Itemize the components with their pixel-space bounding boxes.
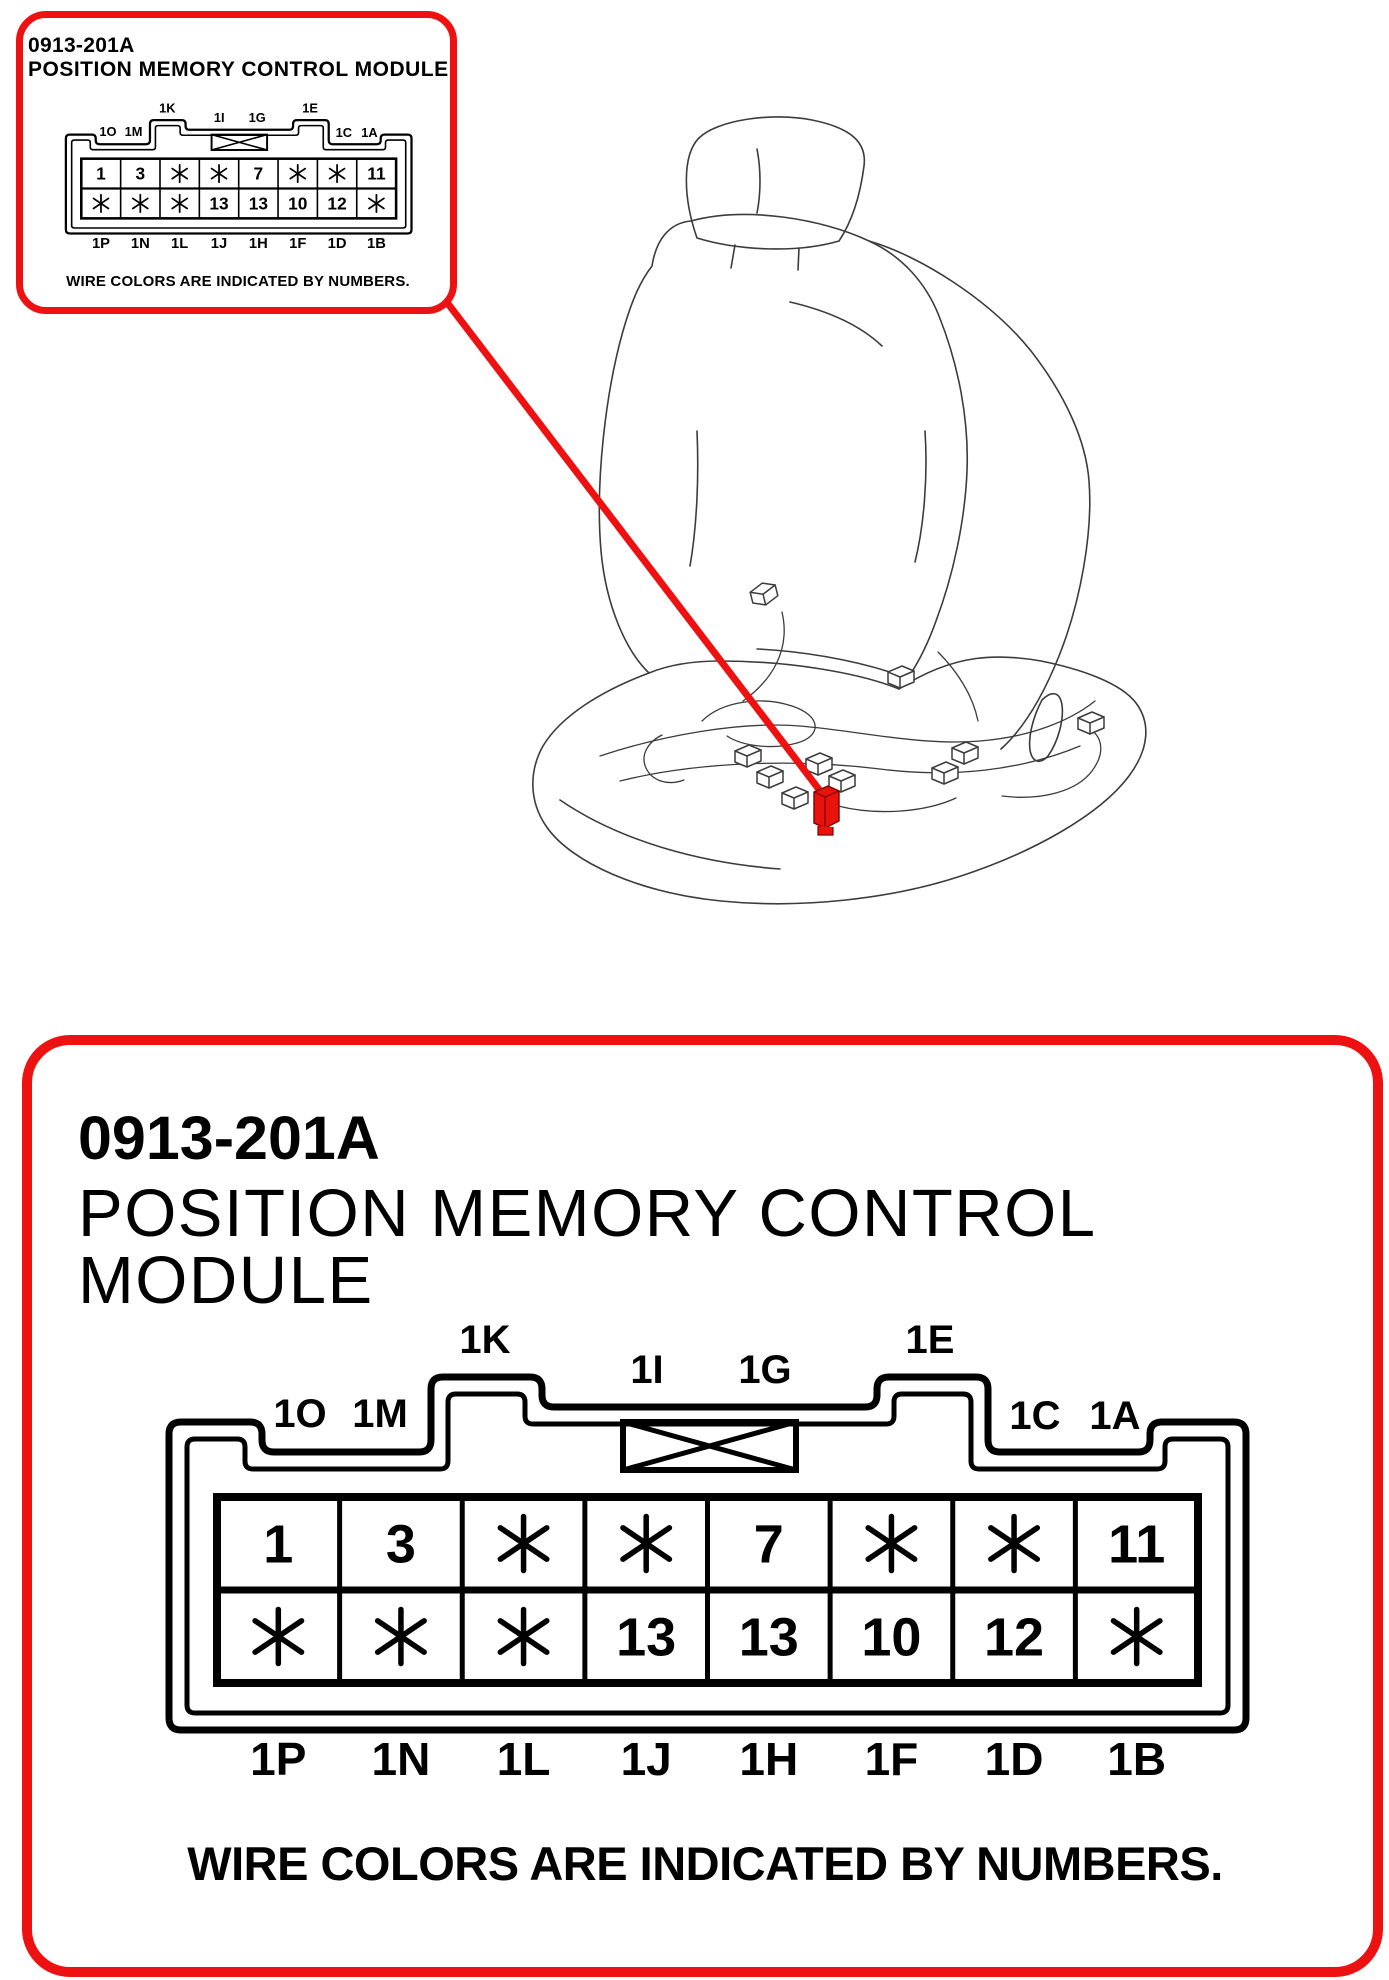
asterisk-pin-marker-icon (133, 195, 148, 212)
asterisk-pin-marker-icon (172, 195, 187, 212)
cavity-label-top: 1A (1089, 1394, 1141, 1438)
asterisk-pin-marker-icon (991, 1517, 1037, 1571)
cavity-label-bottom: 1H (739, 1733, 799, 1785)
asterisk-pin-marker-icon (369, 195, 384, 212)
cavity-label-top: 1G (248, 110, 266, 126)
cavity-label-top: 1I (630, 1348, 664, 1392)
cavity-label-bottom: 1N (371, 1733, 431, 1785)
asterisk-pin-marker-icon (500, 1610, 546, 1664)
cavity-label-bottom: 1D (984, 1733, 1044, 1785)
asterisk-pin-marker-icon (255, 1610, 301, 1664)
cavity-label-bottom: 1H (248, 235, 268, 252)
callout-title: POSITION MEMORY CONTROL MODULE (28, 58, 449, 81)
cavity-label-top: 1O (273, 1392, 327, 1436)
highlighted-connector (814, 786, 839, 835)
pin-cell-value: 13 (738, 1607, 799, 1668)
cavity-label-top: 1E (905, 1318, 955, 1362)
asterisk-pin-marker-icon (378, 1610, 424, 1664)
cavity-label-top: 1A (361, 124, 378, 140)
headrest-outline (686, 117, 864, 249)
pin-cell-value: 12 (327, 193, 347, 214)
asterisk-pin-marker-icon (94, 195, 109, 212)
pin-cell-value: 13 (616, 1607, 677, 1668)
pin-cell-value: 1 (96, 163, 106, 184)
cavity-label-bottom: 1L (171, 235, 189, 252)
cavity-label-bottom: 1P (250, 1733, 307, 1785)
connector-pinout-diagram-large (160, 1315, 1260, 1815)
cavity-label-top: 1C (335, 124, 352, 140)
pin-cell-value: 13 (248, 193, 269, 214)
wire-colors-note-small: WIRE COLORS ARE INDICATED BY NUMBERS. (66, 273, 410, 290)
pin-cell-value: 12 (984, 1607, 1045, 1668)
backrest-outline (599, 215, 967, 689)
cavity-label-top: 1O (99, 124, 117, 140)
pin-cell-value: 1 (263, 1514, 294, 1575)
pin-cell-value: 11 (1108, 1514, 1166, 1575)
asterisk-pin-marker-icon (172, 165, 187, 182)
asterisk-pin-marker-icon (868, 1517, 914, 1571)
panel-title: POSITION MEMORY CONTROL MODULE (78, 1176, 1095, 1318)
callout-part-number: 0913-201A (28, 34, 135, 57)
cavity-label-top: 1I (213, 110, 225, 126)
harness-connectors (735, 580, 1104, 809)
pin-cell-value: 7 (253, 163, 264, 184)
pin-cell-value: 13 (209, 193, 229, 214)
cavity-label-top: 1K (159, 100, 176, 116)
asterisk-pin-marker-icon (500, 1517, 546, 1571)
pin-cell-value: 10 (288, 193, 308, 214)
cavity-label-bottom: 1B (366, 235, 386, 252)
pin-cell-value: 7 (753, 1514, 784, 1575)
cavity-label-bottom: 1L (496, 1733, 551, 1785)
pin-cell-value: 3 (385, 1514, 416, 1575)
panel-part-number: 0913-201A (78, 1104, 380, 1172)
cavity-label-bottom: 1J (620, 1733, 672, 1785)
asterisk-pin-marker-icon (212, 165, 227, 182)
cavity-label-top: 1C (1009, 1394, 1061, 1438)
wiring-harness (600, 612, 1101, 812)
asterisk-pin-marker-icon (623, 1517, 669, 1571)
connector-pinout-diagram-small (63, 100, 416, 261)
cavity-label-bottom: 1N (130, 235, 150, 252)
asterisk-pin-marker-icon (290, 165, 305, 182)
pin-cell-value: 3 (135, 163, 146, 184)
cavity-label-bottom: 1P (91, 235, 110, 252)
pin-cell-value: 11 (367, 163, 386, 184)
cavity-label-top: 1E (302, 100, 318, 116)
asterisk-pin-marker-icon (330, 165, 345, 182)
callout-leader-line (449, 305, 824, 796)
cavity-label-top: 1G (738, 1348, 792, 1392)
cavity-label-top: 1M (124, 124, 143, 140)
pin-cell-value: 10 (861, 1607, 922, 1668)
cavity-label-bottom: 1F (289, 235, 307, 252)
cavity-label-bottom: 1D (327, 235, 347, 252)
cavity-label-top: 1K (459, 1318, 511, 1362)
asterisk-pin-marker-icon (1113, 1610, 1159, 1664)
cavity-label-bottom: 1J (210, 235, 228, 252)
cavity-label-top: 1M (352, 1392, 408, 1436)
seat-line-art (533, 117, 1146, 904)
cavity-label-bottom: 1B (1107, 1733, 1167, 1785)
cushion-outline (533, 657, 1146, 904)
backrest-bolster (869, 241, 1090, 749)
cavity-label-bottom: 1F (864, 1733, 919, 1785)
wire-colors-note-large: WIRE COLORS ARE INDICATED BY NUMBERS. (187, 1837, 1223, 1890)
